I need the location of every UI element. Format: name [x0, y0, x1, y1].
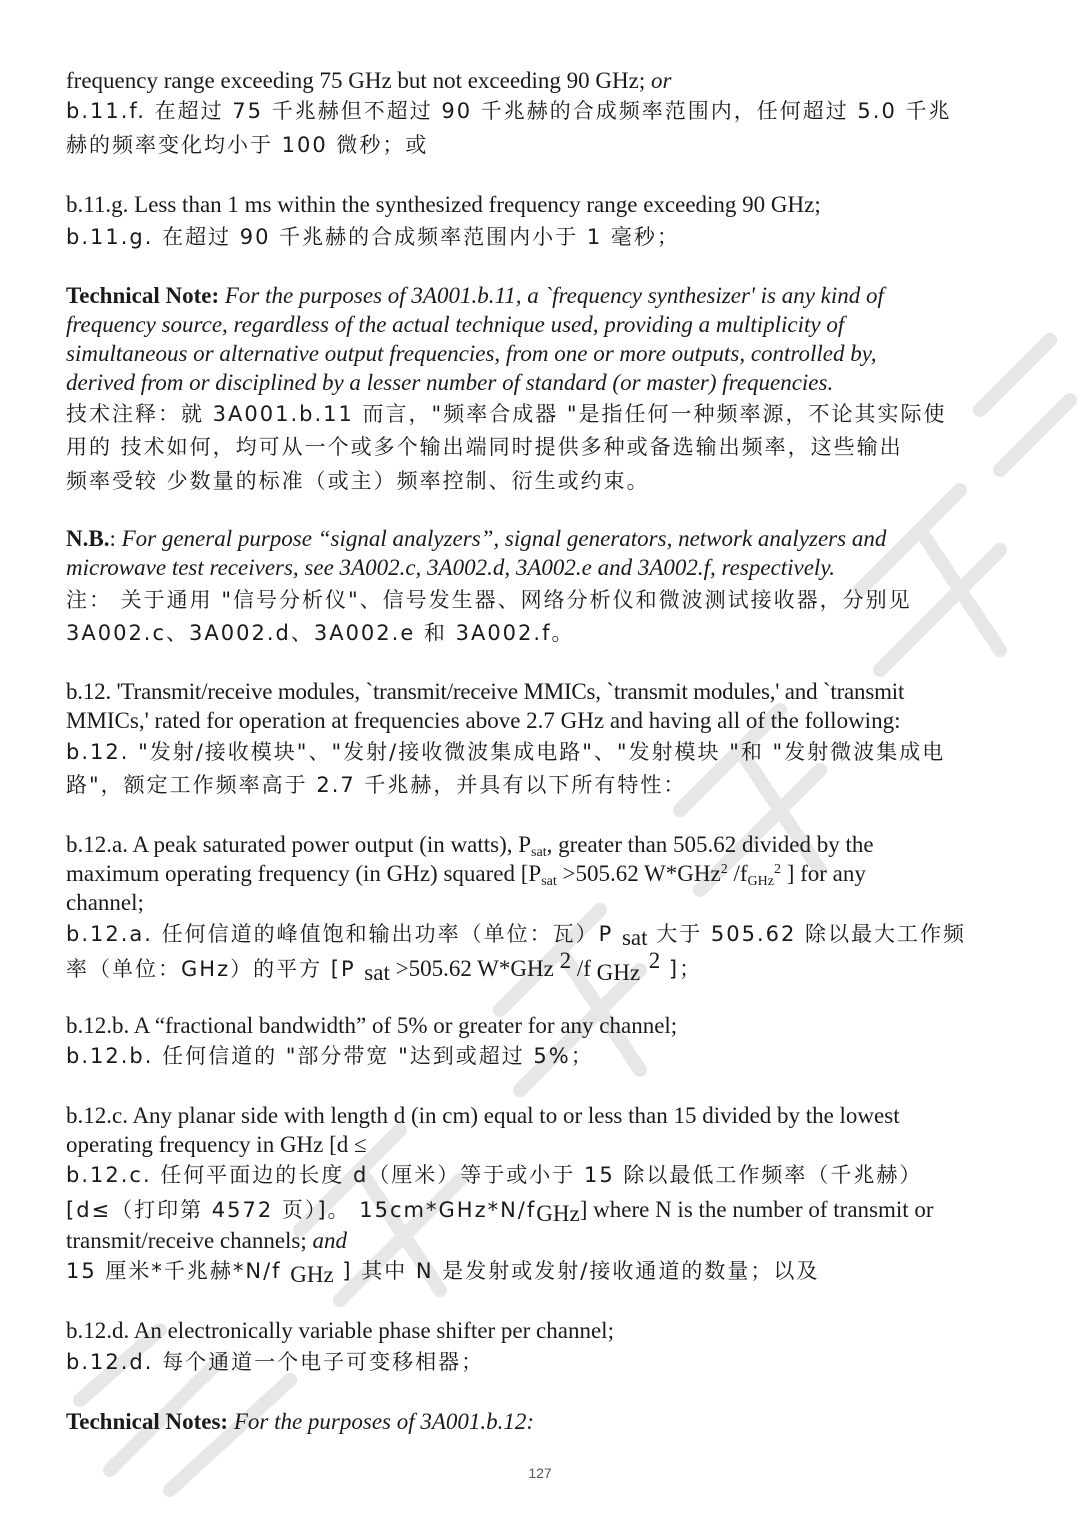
page-number: 127	[528, 1465, 552, 1481]
text-run: :	[109, 526, 122, 551]
text-line: 注： 关于通用 "信号分析仪"、信号发生器、网络分析仪和微波测试接收器，分别见	[66, 588, 912, 612]
text-line: simultaneous or alternative output frequencies, from one or more outputs, controlled by,	[66, 341, 877, 366]
text-run: maximum operating frequency (in GHz) squared [P	[66, 861, 542, 886]
text-run: /f	[727, 861, 748, 886]
text-run: b.12.a. 任何信道的峰值饱和输出功率（单位：瓦）P	[66, 922, 622, 946]
text-run: ]；	[660, 957, 703, 981]
technical-notes-label: Technical Notes:	[66, 1409, 234, 1434]
text-line: b.11.f. 在超过 75 千兆赫但不超过 90 千兆赫的合成频率范围内，任何超过 5.0 千兆	[66, 99, 952, 123]
subscript: sat	[541, 874, 557, 889]
superscript: 2	[559, 948, 572, 973]
subscript: GHz	[747, 874, 774, 889]
text-line	[66, 1195, 934, 1225]
text-line: b.12. "发射/接收模块"、"发射/接收微波集成电路"、"发射模块 "和 "发射微波集成电	[66, 740, 946, 764]
superscript: 2	[720, 862, 728, 877]
text-line: b.12.c. 任何平面边的长度 d（厘米）等于或小于 15 除以最低工作频率（千兆赫）	[66, 1163, 923, 1187]
text-run: ] where N is the number of transmit or	[579, 1197, 934, 1222]
text-line	[66, 524, 886, 553]
text-line	[66, 1407, 534, 1436]
text-line	[66, 920, 966, 949]
text-line: 路"，额定工作频率高于 2.7 千兆赫，并具有以下所有特性：	[66, 773, 687, 797]
subscript: sat	[364, 960, 390, 985]
text-run: and	[312, 1228, 348, 1253]
text-line	[66, 1257, 819, 1286]
text-line: 3A002.c、3A002.d、3A002.e 和 3A002.f。	[66, 621, 575, 645]
text-line: b.12.d. An electronically variable phase shifter per channel;	[66, 1318, 614, 1343]
text-line: operating frequency in GHz [d ≤	[66, 1132, 367, 1157]
text-line: b.12.d. 每个通道一个电子可变移相器；	[66, 1350, 485, 1374]
text-run: /f	[571, 956, 597, 981]
text-run	[640, 957, 649, 981]
text-line: 技术注释：就 3A001.b.11 而言，"频率合成器 "是指任何一种频率源，不论其实际使	[66, 402, 947, 426]
text-run: , greater than 505.62 divided by the	[546, 832, 874, 857]
text-run: frequency range exceeding 75 GHz but not exceeding 90 GHz;	[66, 68, 651, 93]
subscript: sat	[531, 845, 547, 860]
text-line	[66, 859, 866, 888]
text-run: 率（单位：GHz）的平方 [P	[66, 957, 365, 981]
text-line: 赫的频率变化均小于 100 微秒；或	[66, 133, 429, 157]
text-line: b.12. 'Transmit/receive modules, `transmit/receive MMICs, `transmit modules,' and `transmit	[66, 679, 905, 704]
text-line	[66, 830, 874, 859]
subscript: GHz	[290, 1262, 334, 1287]
text-run: ] for any	[780, 861, 866, 886]
text-run: 15 厘米*千兆赫*N/f	[66, 1259, 291, 1283]
text-line: frequency source, regardless of the actual technique used, providing a multiplicity of	[66, 312, 845, 337]
text-line: 用的 技术如何，均可从一个或多个输出端同时提供多种或备选输出频率，这些输出	[66, 435, 903, 459]
text-line: b.11.g. 在超过 90 千兆赫的合成频率范围内小于 1 毫秒；	[66, 225, 680, 249]
text-line: b.12.c. Any planar side with length d (in cm) equal to or less than 15 divided by the lowest	[66, 1103, 900, 1128]
text-line	[66, 66, 671, 95]
text-run: 大于 505.62 除以最大工作频	[647, 922, 967, 946]
superscript: 2	[648, 948, 661, 973]
text-line: derived from or disciplined by a lesser number of standard (or master) frequencies.	[66, 370, 834, 395]
text-run: For general purpose “signal analyzers”, signal generators, network analyzers and	[121, 526, 887, 551]
text-line: microwave test receivers, see 3A002.c, 3A002.d, 3A002.e and 3A002.f, respectively.	[66, 555, 836, 580]
text-line: b.12.b. 任何信道的 "部分带宽 "达到或超过 5%；	[66, 1044, 594, 1068]
text-line: 频率受较 少数量的标准（或主）频率控制、衍生或约束。	[66, 469, 650, 493]
text-line: MMICs,' rated for operation at frequencies above 2.7 GHz and having all of the following:	[66, 708, 901, 733]
text-run: >505.62 W*GHz	[556, 861, 721, 886]
text-run: b.12.a. A peak saturated power output (in watts), P	[66, 832, 532, 857]
text-line: b.12.b. A “fractional bandwidth” of 5% or greater for any channel;	[66, 1013, 678, 1038]
text-run: >505.62 W*GHz	[389, 956, 560, 981]
text-run: or	[651, 68, 672, 93]
text-run: transmit/receive channels;	[66, 1228, 313, 1253]
text-line: b.11.g. Less than 1 ms within the synthesized frequency range exceeding 90 GHz;	[66, 192, 821, 217]
text-line	[66, 1226, 347, 1255]
subscript: sat	[621, 925, 648, 950]
text-run: [d≤（打印第 4572 页）]。 15cm*GHz*N/f	[66, 1198, 537, 1222]
superscript: 2	[773, 862, 781, 877]
subscript: GHz	[596, 960, 641, 985]
text-run: ] 其中 N 是发射或发射/接收通道的数量；以及	[333, 1259, 820, 1283]
subscript: GHz	[536, 1201, 580, 1226]
text-line: channel;	[66, 890, 144, 915]
text-run: For the purposes of 3A001.b.11, a `frequency synthesizer' is any kind of	[224, 283, 884, 308]
text-line	[66, 281, 884, 310]
technical-note-label: Technical Note:	[66, 283, 225, 308]
text-line	[66, 948, 703, 985]
text-run: For the purposes of 3A001.b.12:	[233, 1409, 535, 1434]
nb-label: N.B.	[66, 526, 110, 551]
